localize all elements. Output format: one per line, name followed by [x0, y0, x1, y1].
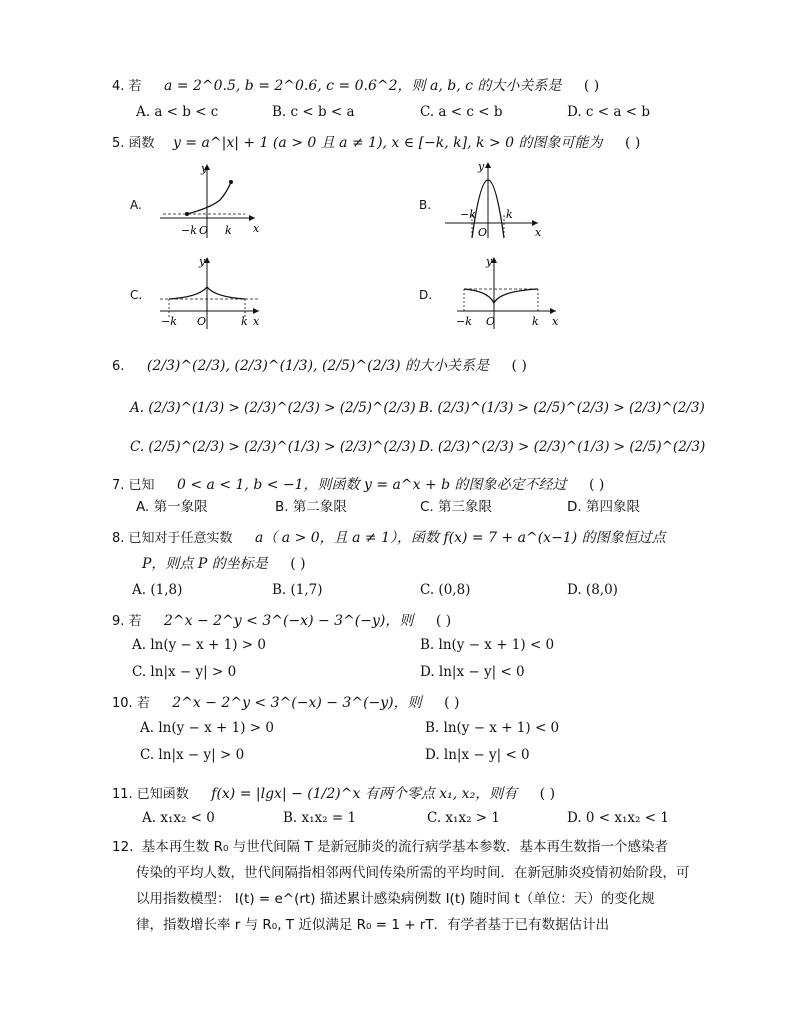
q5a-x-label: x	[253, 222, 260, 235]
q10-option-c: C. ln|x − y| > 0	[140, 747, 245, 763]
q10-option-a: A. ln(y − x + 1) > 0	[140, 720, 274, 736]
q11-option-a: A. x₁x₂ < 0	[142, 810, 215, 826]
q7-option-b: B. 第二象限	[275, 499, 347, 515]
q11-option-c: C. x₁x₂ > 1	[427, 810, 500, 826]
q6-stem: (2/3)^(2/3), (2/3)^(1/3), (2/5)^(2/3) 的大小关系是	[146, 358, 490, 374]
q12-number: 12.	[112, 839, 134, 855]
q7-stem: 0 < a < 1, b < −1，则函数 y = a^x + b 的图象必定不经过	[177, 477, 567, 493]
q5b-o-label: O	[478, 226, 488, 239]
question-6	[112, 357, 527, 376]
q12-line-2: 传染的平均人数，世代间隔指相邻两代间传染所需的平均时间．在新冠肺炎疫情初始阶段，可	[136, 865, 690, 881]
q5b-y-label: y	[478, 160, 485, 173]
question-8-line2	[142, 555, 306, 573]
q8-option-b: B. (1,7)	[272, 582, 323, 598]
q5-answer-paren: ( )	[624, 135, 641, 151]
q9-stem: 2^x − 2^y < 3^(−x) − 3^(−y)，则	[164, 613, 414, 629]
q12-line-3: 以用指数模型： I(t) = e^(rt) 描述累计感染病例数 I(t) 随时间 t（单位：天）的变化规	[136, 891, 655, 907]
q5b-negk-label: −k	[460, 208, 476, 221]
question-9	[112, 612, 451, 631]
q5a-o-label: O	[199, 224, 209, 237]
q7-number: 7. 已知	[112, 478, 155, 493]
q7-answer-paren: ( )	[589, 477, 605, 493]
q11-option-b: B. x₁x₂ = 1	[283, 810, 357, 826]
q5d-k-label: k	[532, 315, 539, 328]
q5-graph-c	[155, 255, 267, 331]
q6-option-a: A. (2/3)^(1/3) > (2/3)^(2/3) > (2/5)^(2/3)	[130, 400, 416, 416]
q5c-y-label: y	[199, 255, 206, 268]
q7-option-a: A. 第一象限	[136, 499, 208, 515]
q5a-y-label: y	[201, 162, 208, 175]
q5-graph-a	[155, 160, 265, 240]
q8-option-c: C. (0,8)	[420, 582, 471, 598]
q11-option-d: D. 0 < x₁x₂ < 1	[567, 810, 669, 826]
q7-option-d: D. 第四象限	[567, 499, 640, 515]
q4-option-a: A. a < b < c	[136, 104, 219, 120]
q5c-o-label: O	[197, 315, 207, 328]
q6-option-d: D. (2/3)^(2/3) > (2/3)^(1/3) > (2/5)^(2/3)	[419, 439, 706, 455]
q4-answer-paren: ( )	[583, 78, 600, 94]
q10-stem: 2^x − 2^y < 3^(−x) − 3^(−y)，则	[172, 695, 422, 711]
q5d-negk-label: −k	[456, 315, 472, 328]
q8-stem-line2: P，则点 P 的坐标是	[142, 556, 268, 572]
q9-answer-paren: ( )	[435, 613, 452, 629]
q5a-k-label: k	[225, 224, 232, 237]
q11-stem: f(x) = |lgx| − (1/2)^x 有两个零点 x₁, x₂，则有	[211, 786, 518, 802]
q5c-k-label: k	[241, 315, 248, 328]
q8-option-d: D. (8,0)	[567, 582, 618, 598]
q4-number: 4. 若	[112, 79, 142, 94]
question-4	[112, 77, 599, 96]
q8-number: 8. 已知对于任意实数	[112, 531, 233, 546]
q5c-negk-label: −k	[161, 315, 177, 328]
q9-option-d: D. ln|x − y| < 0	[420, 664, 525, 680]
q12-line-4: 律，指数增长率 r 与 R₀, T 近似满足 R₀ = 1 + rT．有学者基于已有数据估计出	[136, 917, 610, 933]
q5a-negk-label: −k	[181, 224, 197, 237]
question-7	[112, 476, 604, 495]
q4-option-c: C. a < c < b	[420, 104, 503, 120]
q5-label-d: D.	[419, 288, 433, 302]
q5-graph-b	[440, 160, 545, 240]
q6-option-b: B. (2/3)^(1/3) > (2/5)^(2/3) > (2/3)^(2/3)	[419, 400, 705, 416]
q10-answer-paren: ( )	[444, 695, 460, 711]
question-8	[112, 529, 666, 548]
q4-stem: a = 2^0.5, b = 2^0.6, c = 0.6^2，则 a, b, c 的大小关系是	[164, 78, 562, 94]
q11-number: 11. 已知函数	[112, 787, 189, 802]
q6-number: 6.	[112, 359, 125, 374]
q5-number: 5. 函数	[112, 136, 155, 151]
q7-option-c: C. 第三象限	[420, 499, 493, 515]
q5-label-b: B.	[419, 198, 432, 212]
question-10	[112, 694, 459, 713]
q9-option-b: B. ln(y − x + 1) < 0	[420, 637, 555, 653]
q5-graph-d	[452, 255, 564, 331]
q8-stem: a（ a > 0，且 a ≠ 1），函数 f(x) = 7 + a^(x−1) 的图象恒过点	[255, 530, 666, 546]
q5c-x-label: x	[253, 315, 260, 328]
question-11	[112, 785, 555, 804]
q6-option-c: C. (2/5)^(2/3) > (2/3)^(1/3) > (2/3)^(2/3)	[130, 439, 416, 455]
q10-option-d: D. ln|x − y| < 0	[425, 747, 530, 763]
q8-option-a: A. (1,8)	[132, 582, 183, 598]
q5-stem: y = a^|x| + 1 (a > 0 且 a ≠ 1), x ∈ [−k, k], k > 0 的图象可能为	[173, 135, 603, 151]
q5d-o-label: O	[486, 315, 496, 328]
q5-label-c: C.	[130, 288, 143, 302]
q9-number: 9. 若	[112, 614, 142, 629]
q5-label-a: A.	[130, 198, 142, 212]
q5b-x-label: x	[535, 226, 542, 239]
q4-option-b: B. c < b < a	[272, 104, 355, 120]
q10-number: 10. 若	[112, 696, 150, 711]
q4-option-d: D. c < a < b	[567, 104, 650, 120]
q11-answer-paren: ( )	[539, 786, 556, 802]
q5d-x-label: x	[552, 315, 559, 328]
q6-answer-paren: ( )	[511, 358, 527, 374]
q5b-k-label: k	[506, 208, 513, 221]
q9-option-c: C. ln|x − y| > 0	[132, 664, 237, 680]
q5d-y-label: y	[486, 255, 493, 268]
question-12	[112, 834, 712, 938]
question-5	[112, 134, 640, 153]
q9-option-a: A. ln(y − x + 1) > 0	[132, 637, 266, 653]
q12-line-1: 基本再生数 R₀ 与世代间隔 T 是新冠肺炎的流行病学基本参数．基本再生数指一个感染者	[141, 839, 668, 855]
q10-option-b: B. ln(y − x + 1) < 0	[425, 720, 560, 736]
q8-answer-paren: ( )	[290, 556, 306, 572]
